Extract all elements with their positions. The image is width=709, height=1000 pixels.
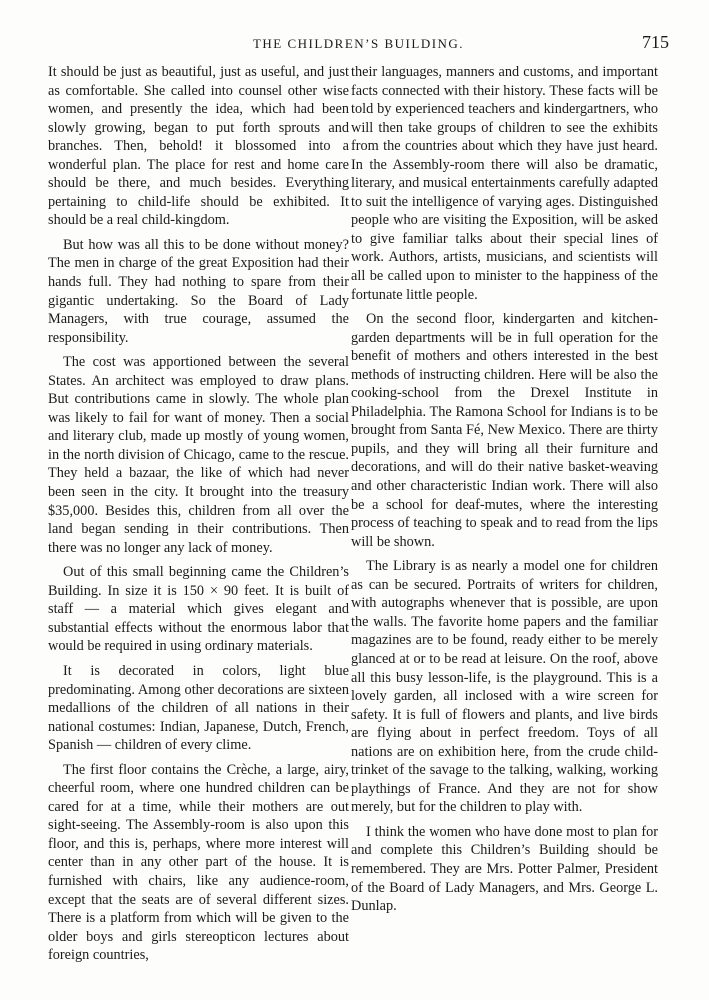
paragraph: The first floor contains the Crèche, a large, airy, cheerful room, where one hundred children can be cared for at a time, while their mothers are out sight-seeing. The Assembly-room is also upon this floor, and this is, perhaps, where more interest will center than in any other part of the house. It is furnished with chairs, like any audience-room, except that the seats are of several different sizes. There is a platform from which will be given to the older boys and girls stereopticon lectures about foreign countries, bbox=[48, 761, 349, 964]
right-column bbox=[351, 63, 658, 922]
page-header bbox=[48, 34, 669, 56]
paragraph: I think the women who have done most to plan for and complete this Children’s Building should be remembered. They are Mrs. Potter Palmer, President of the Board of Lady Managers, and Mrs. George L. Dunlap. bbox=[351, 823, 658, 915]
running-title: THE CHILDREN’S BUILDING. bbox=[252, 36, 465, 51]
paragraph: It should be just as beautiful, just as useful, and just as comfortable. She called into counsel other wise women, and presently the idea, which had been slowly growing, began to put forth sprouts and branches. Then, behold! it blossomed into a wonderful plan. The place for rest and home care should be there, and much besides. Everything pertaining to child-life should be exhibited. It should be a real child-kingdom. bbox=[48, 64, 349, 229]
paragraph: It is decorated in colors, light blue predominating. Among other decorations are sixteen medallions of the children of all nations in their national costumes: Indian, Japanese, Dutch, French, Spanish — children of every clime. bbox=[48, 662, 349, 754]
paragraph: Out of this small beginning came the Children’s Building. In size it is 150 × 90 feet. It is built of staff — a material which gives elegant and substantial effects without the enormous labor that would be required in using ordinary materials. bbox=[48, 564, 349, 655]
paragraph: On the second floor, kindergarten and kitchen-garden departments will be in full operation for the benefit of mothers and others interested in the best methods of instructing children. Here will be also the cooking-school from the Drexel Institute in Philadelphia. The Ramona School for Indians is to be brought from Santa Fé, New Mexico. There are thirty pupils, and they will bring all their furniture and decorations, and will do their native basket-weaving and other characteristic Indian work. There will also be a school for deaf-mutes, where the interesting process of teaching to speak and to read from the lips will be shown. bbox=[351, 311, 658, 550]
page-number: 715 bbox=[642, 32, 669, 52]
paragraph: The Library is as nearly a model one for children as can be secured. Portraits of writers for children, with autographs whenever that is possible, are upon the walls. The favorite home papers and the familiar magazines are to be found, ready either to be merely glanced at or to be read at leisure. On the roof, above all this busy lesson-life, is the playground. This is a lovely garden, all inclosed with a wire screen for safety. It is full of flowers and plants, and live birds are flying about in perfect freedom. Toys of all nations are on exhibition here, from the crude child-trinket of the savage to the talking, walking, working playthings of France. And they are not for show merely, but for the children to play with. bbox=[351, 558, 658, 816]
paragraph: The cost was apportioned between the several States. An architect was employed to draw plans. But contributions came in slowly. The whole plan was likely to fail for want of money. Then a social and literary club, made up mostly of young women, in the north division of Chicago, came to the rescue. They held a bazaar, the like of which had never been seen in the city. It brought into the treasury $35,000. Besides this, children from all over the land began sending in their contributions. Then there was no longer any lack of money. bbox=[48, 354, 349, 556]
paragraph: their languages, manners and customs, and important facts connected with their history. These facts will be told by experienced teachers and kindergartners, who will then take groups of children to see the exhibits from the countries about which they have just heard. In the Assembly-room there will also be dramatic, literary, and musical entertainments carefully adapted to suit the intelligence of varying ages. Distinguished people who are visiting the Exposition, will be asked to give familiar talks about their special lines of work. Authors, artists, musicians, and scientists will all be called upon to minister to the happiness of the fortunate little people. bbox=[351, 64, 658, 303]
paragraph: But how was all this to be done without money? The men in charge of the great Exposition had their hands full. They had nothing to spare from their gigantic undertaking. So the Board of Lady Managers, with true courage, assumed the responsibility. bbox=[48, 236, 349, 346]
left-column bbox=[48, 63, 349, 971]
